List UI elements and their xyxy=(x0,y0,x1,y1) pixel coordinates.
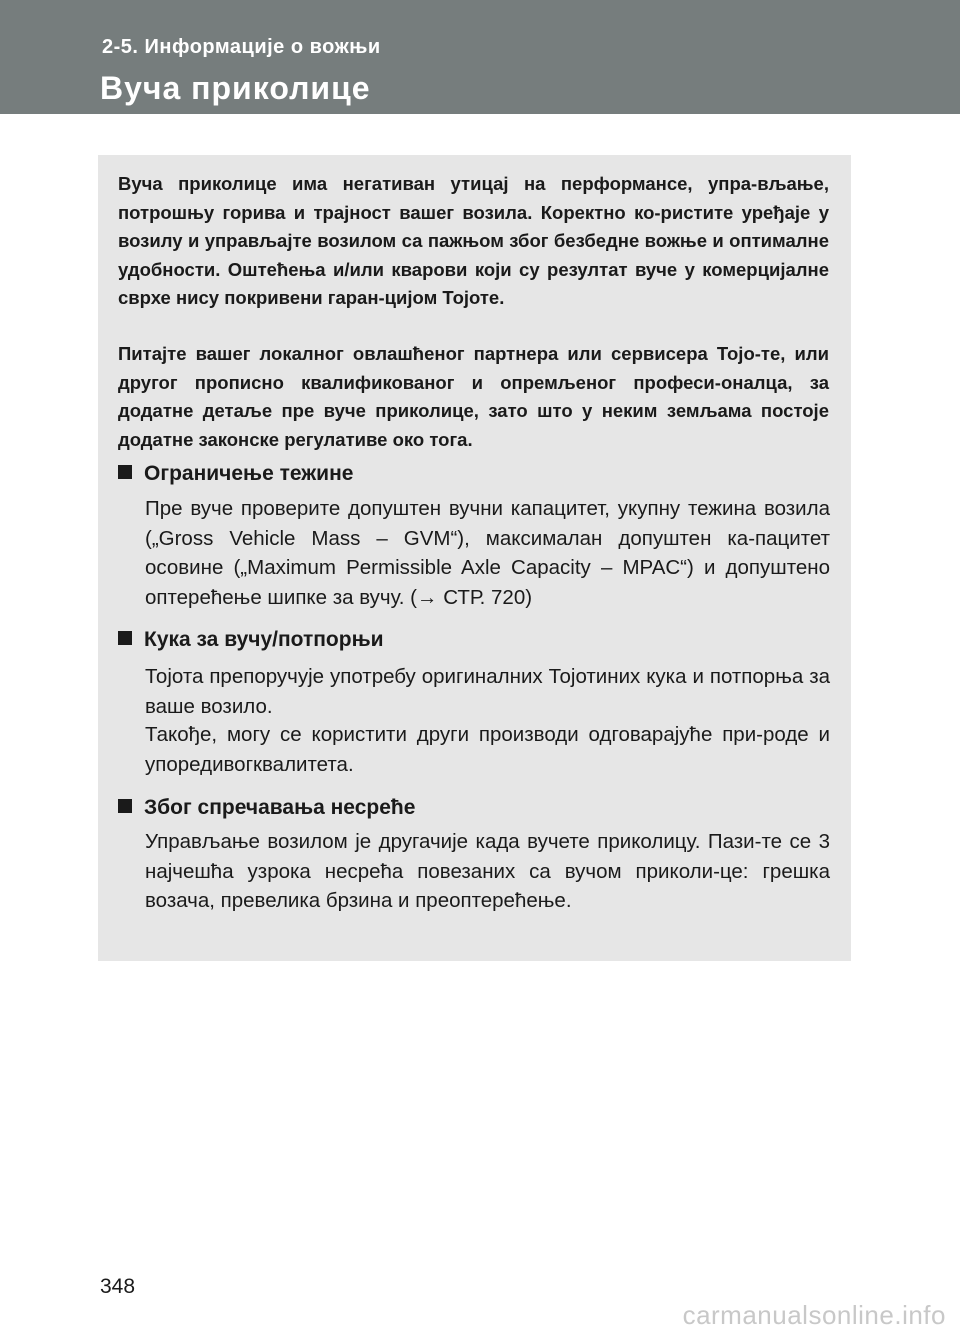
square-bullet-icon xyxy=(118,465,132,479)
section-paragraph: Пре вуче проверите допуштен вучни капацитет, укупну тежина возила („Gross Vehicle Mass – GVM“), максималан допуштен ка-пацитет осовине („Maximum Permissible Axle Capacity – MPAC“) и допуштено оптерећење шипке за вучу. (→ СТР. 720) xyxy=(145,497,830,609)
watermark: carmanualsonline.info xyxy=(682,1300,946,1330)
section-heading-text: Због спречавања несреће xyxy=(144,796,416,819)
intro-paragraph: Вуча приколице има негативан утицај на перформансе, упра-вљање, потрошњу горива и трајност вашег возила. Коректно ко-ристите уређаје у возилу и управљајте возилом са пажњом због безбедне вожње и оптималне удобности. Оштећења и/или кварови који су резултат вуче у комерцијалне сврхе нису покривени гаран-цијом Тојоте. xyxy=(118,173,829,308)
square-bullet-icon xyxy=(118,799,132,813)
intro-paragraph: Питајте вашег локалног овлашћеног партнера или сервисера Тојо-те, или другог прописно квалификованог и опремљеног професи-оналца, за додатне детаље пре вуче приколице, зато што у неким земљама постоје додатне законске регулативе око тога. xyxy=(118,343,829,450)
section-heading-hitch xyxy=(118,626,384,654)
section-heading-weight-limit xyxy=(118,460,353,488)
section-label: 2-5. Информације о вожњи xyxy=(102,36,381,58)
section-paragraph: Тојота препоручује употребу оригиналних Тојотиних кука и потпорња за ваше возило. xyxy=(145,665,830,718)
page-number: 348 xyxy=(100,1275,136,1298)
section-heading-text: Кука за вучу/потпорњи xyxy=(144,628,384,651)
page-title: Вуча приколице xyxy=(100,70,371,106)
square-bullet-icon xyxy=(118,631,132,645)
chapter-header xyxy=(0,0,960,114)
section-heading-text: Ограничење тежине xyxy=(144,462,354,485)
section-paragraph: Управљање возилом је другачије када вучете приколицу. Пази-те се 3 најчешћа узрока несрећа повезаних са вучом приколи-це: грешка возача, превелика брзина и преоптерећење. xyxy=(145,830,830,912)
section-paragraph: Такође, могу се користити други производи одговарајуће при-роде и упоредивогквалитета. xyxy=(145,723,830,776)
section-heading-accident-prevention xyxy=(118,794,415,822)
